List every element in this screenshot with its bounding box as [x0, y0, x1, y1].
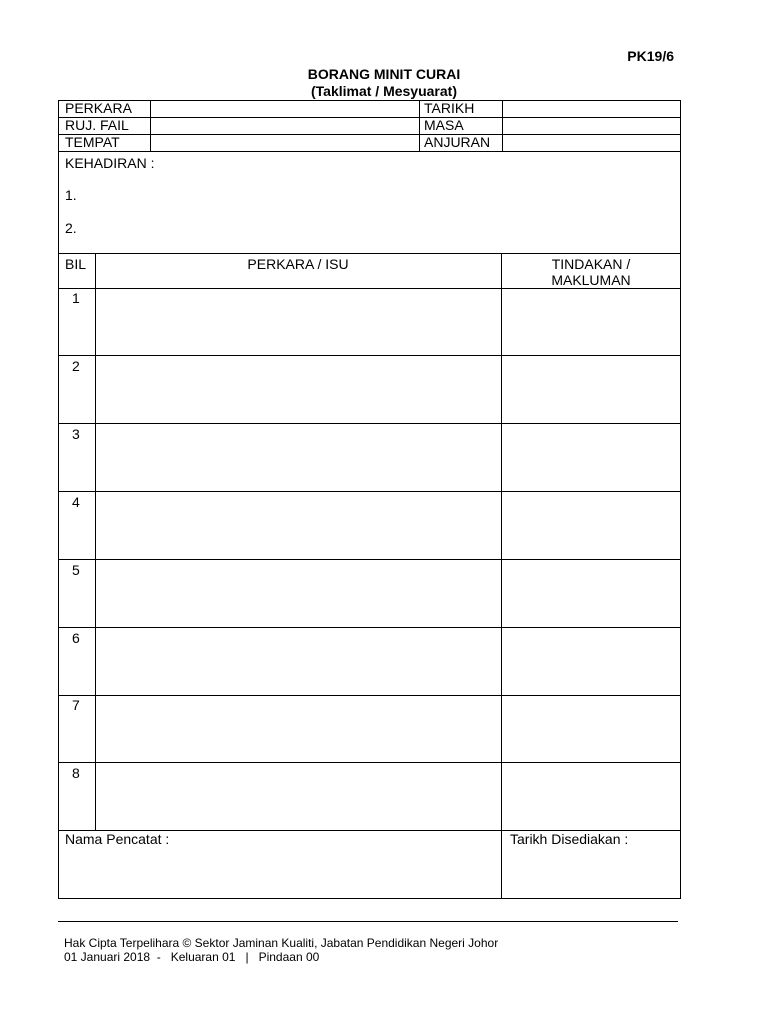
form-subtitle: (Taklimat / Mesyuarat) [310, 83, 457, 99]
kehadiran-item: 2. [65, 220, 77, 236]
perkara-label: PERKARA [65, 100, 132, 116]
nama-pencatat-label: Nama Pencatat : [65, 831, 170, 847]
ruj-fail-label: RUJ. FAIL [65, 117, 129, 133]
tarikh-label: TARIKH [424, 100, 475, 116]
masa-label: MASA [424, 117, 464, 133]
tarikh-disediakan-label: Tarikh Disediakan : [510, 831, 629, 847]
column-header-tindakan: TINDAKAN / [551, 256, 631, 272]
column-header-bil: BIL [65, 256, 87, 272]
table-row-number: 3 [72, 426, 80, 442]
footer-divider [58, 921, 678, 922]
anjuran-label: ANJURAN [424, 134, 491, 150]
column-header-makluman: MAKLUMAN [551, 272, 631, 288]
table-row-number: 6 [72, 630, 80, 646]
table-row-number: 4 [72, 494, 80, 510]
form-table [58, 100, 681, 899]
column-header-perkara: PERKARA / ISU [247, 256, 349, 272]
tempat-label: TEMPAT [65, 134, 120, 150]
footer-version: 01 Januari 2018 - Keluaran 01 | Pindaan 00 [64, 950, 320, 964]
table-row-number: 2 [72, 358, 80, 374]
table-row-number: 1 [72, 290, 80, 306]
form-title: BORANG MINIT CURAI [307, 66, 461, 82]
table-row-number: 5 [72, 562, 80, 578]
footer-copyright: Hak Cipta Terpelihara © Sektor Jaminan Kualiti, Jabatan Pendidikan Negeri Johor [64, 936, 499, 950]
kehadiran-item: 1. [65, 187, 77, 203]
table-row-number: 8 [72, 765, 80, 781]
form-code: PK19/6 [627, 48, 674, 64]
kehadiran-label: KEHADIRAN : [65, 155, 155, 171]
table-row-number: 7 [72, 697, 80, 713]
